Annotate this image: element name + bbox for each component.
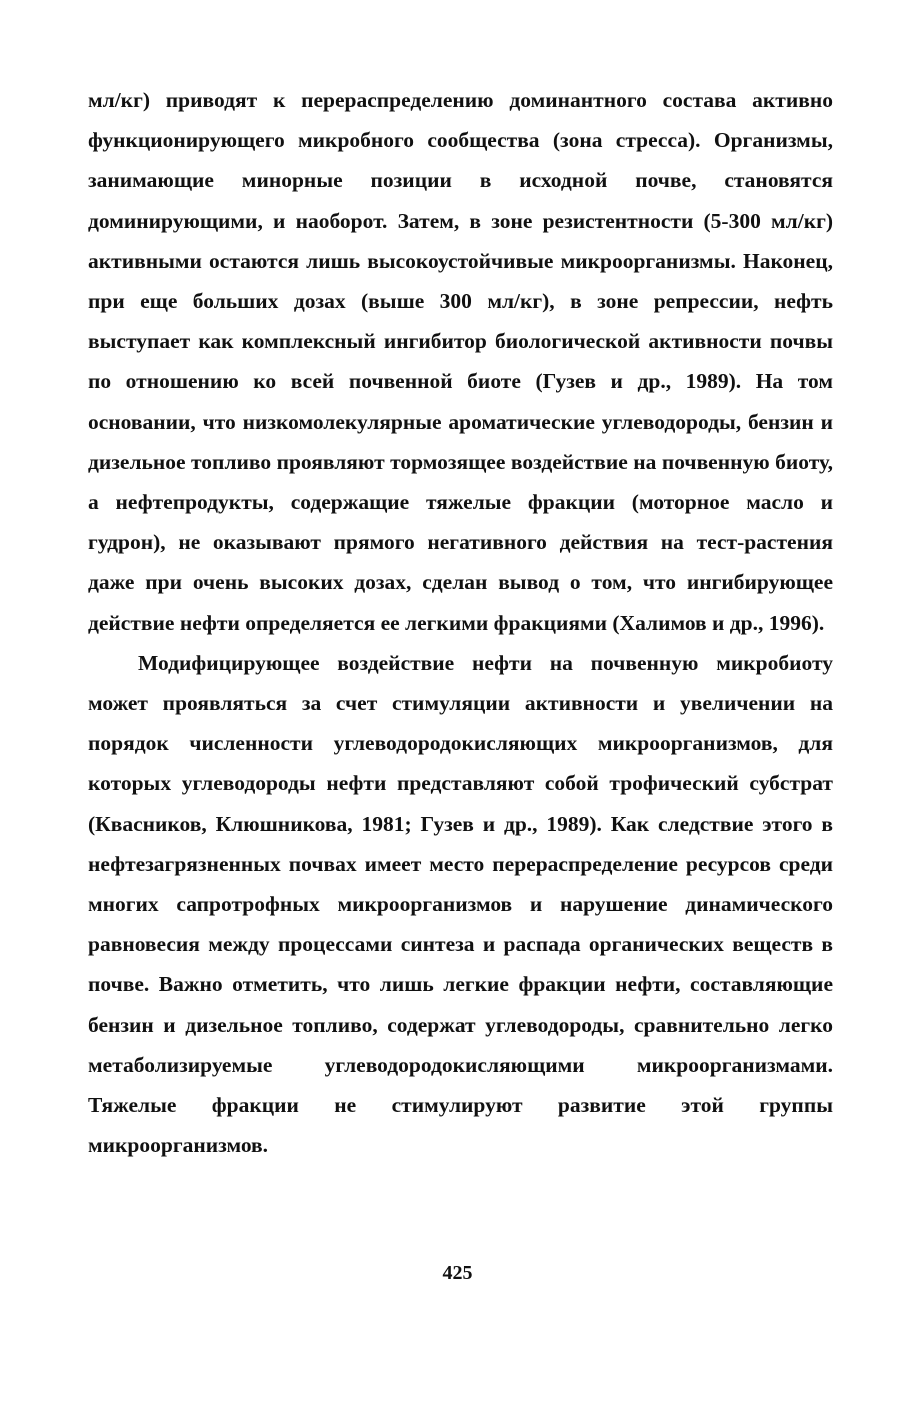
paragraph-2: Модифицирующее воздействие нефти на почвенную микробиоту может проявляться за счет стимуляции активности и увеличении на порядок численности углеводородокисляющих микроорганизмов, для которых углеводороды нефти представляют собой трофический субстрат (Квасников, Клюшникова, 1981; Гузев и др., 1989). Как следствие этого в нефтезагрязненных почвах имеет место перераспределение ресурсов среди многих сапротрофных микроорганизмов и нарушение динамического равновесия между процессами синтеза и распада органических веществ в почве. Важно отметить, что лишь легкие фракции нефти, составляющие бензин и дизельное топливо, содержат углеводороды, сравнительно легко метаболизируемые углеводородокисляющими микроорганизмами. Тяжелые фракции не стимулируют развитие этой группы микроорганизмов. bbox=[88, 650, 833, 1158]
paragraph-1: мл/кг) приводят к перераспределению доминантного состава активно функционирующего микробного сообщества (зона стресса). Организмы, занимающие минорные позиции в исходной почве, становятся доминирующими, и наоборот. Затем, в зоне резистентности (5-300 мл/кг) активными остаются лишь высокоустойчивые микроорганизмы. Наконец, при еще больших дозах (выше 300 мл/кг), в зоне репрессии, нефть выступает как комплексный ингибитор биологической активности почвы по отношению ко всей почвенной биоте (Гузев и др., 1989). На том основании, что низкомолекулярные ароматические углеводороды, бензин и дизельное топливо проявляют тормозящее воздействие на почвенную биоту, а нефтепродукты, содержащие тяжелые фракции (моторное масло и гудрон), не оказывают прямого негативного действия на тест-растения даже при очень высоких дозах, сделан вывод о том, что ингибирующее действие нефти определяется ее легкими фракциями (Халимов и др., 1996). bbox=[88, 88, 833, 635]
body-text bbox=[88, 80, 833, 1165]
page-number: 425 bbox=[442, 1262, 473, 1284]
